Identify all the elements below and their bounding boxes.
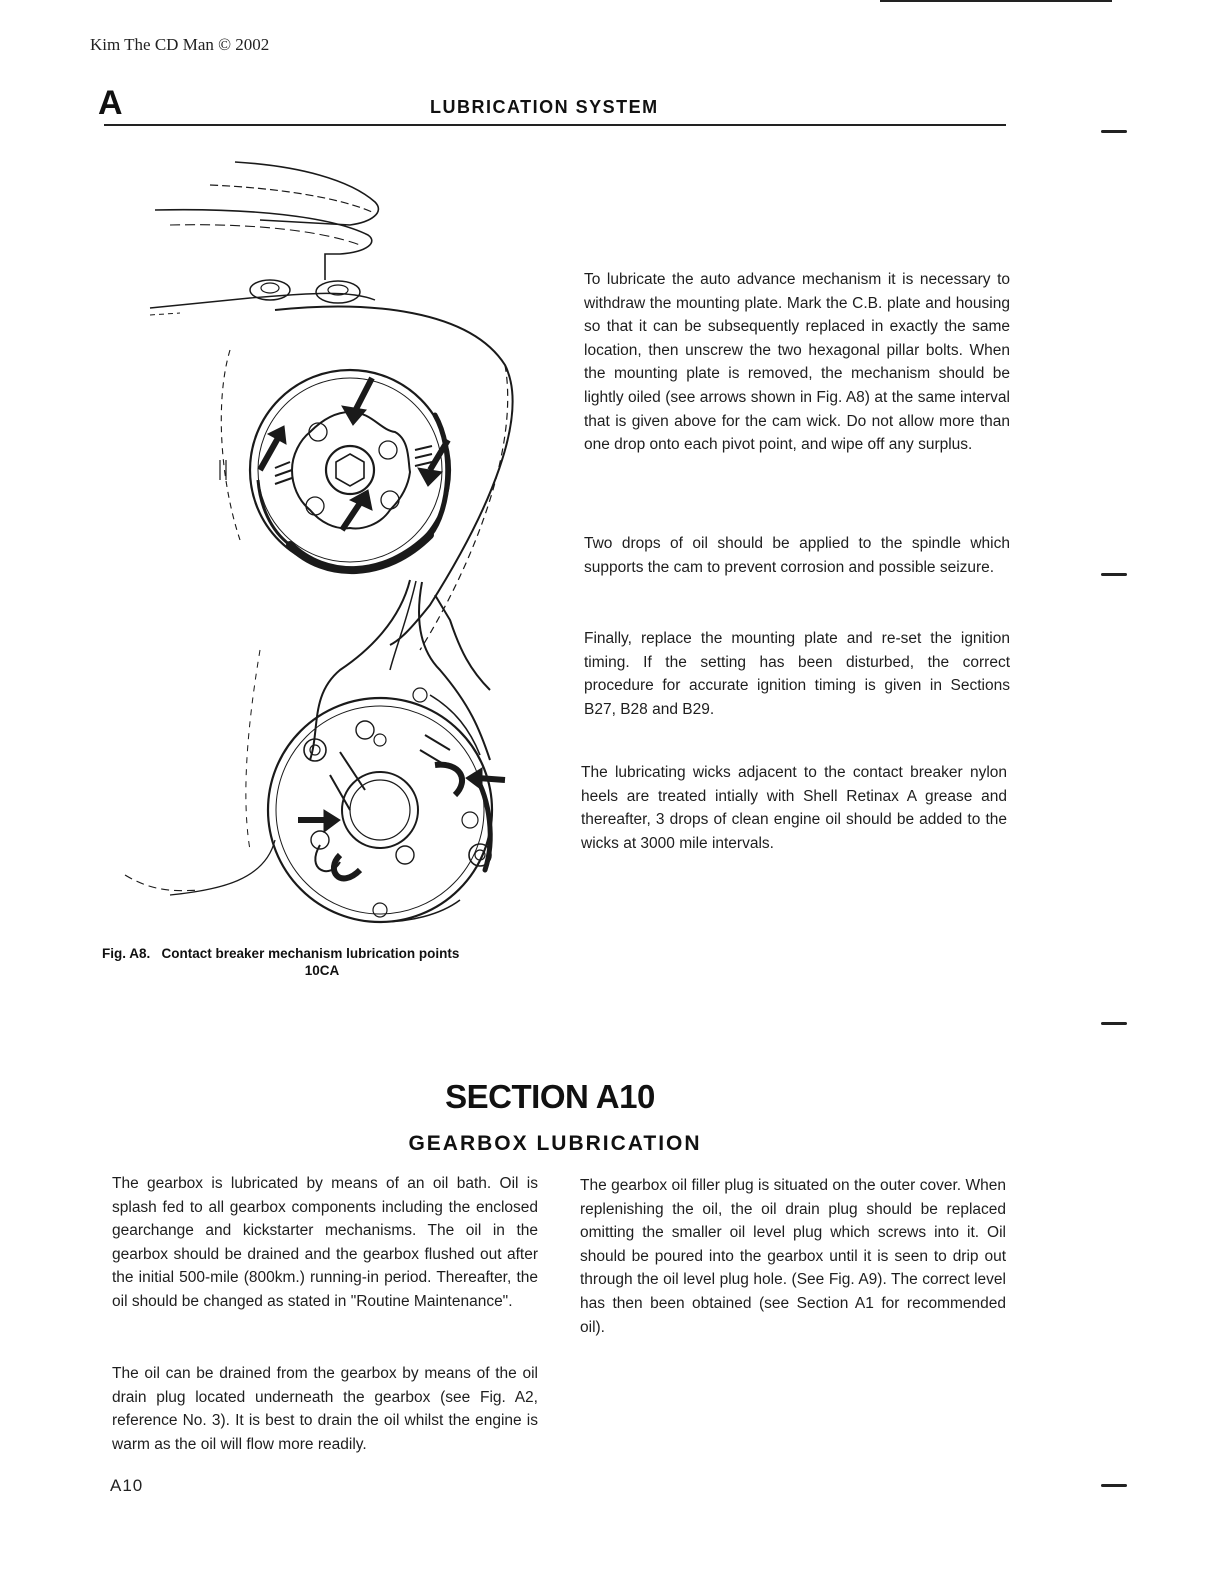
margin-mark — [1101, 1484, 1127, 1487]
lubrication-text-paragraph — [584, 532, 1010, 579]
margin-mark — [1101, 130, 1127, 133]
copyright-note: Kim The CD Man © 2002 — [90, 35, 270, 54]
section-letter: A — [98, 84, 123, 122]
paragraph: Finally, replace the mounting plate and re-set the ignition timing. If the setting has been disturbed, the correct procedure for accurate ignition timing is given in Sections B27, B28 and B29. — [584, 630, 1010, 718]
gearbox-text-paragraph — [112, 1172, 538, 1314]
lubrication-text-paragraph — [584, 268, 1010, 457]
gearbox-text-paragraph — [580, 1174, 1006, 1339]
header-rule — [104, 124, 1006, 126]
paragraph: The oil can be drained from the gearbox by means of the oil drain plug located underneath the gearbox (see Fig. A2, reference No. 3). It is best to drain the oil whilst the engine is warm as the oil will flow more readily. — [112, 1365, 538, 1453]
figure-caption-model: 10CA — [304, 963, 340, 978]
contact-breaker-illustration — [110, 150, 550, 940]
paragraph: The lubricating wicks adjacent to the contact breaker nylon heels are treated intially with Shell Retinax A grease and thereafter, 3 drops of clean engine oil should be added to the wicks at 3000 mile intervals. — [581, 764, 1007, 852]
section-title: SECTION A10 — [445, 1078, 655, 1115]
section-subtitle: GEARBOX LUBRICATION — [408, 1132, 702, 1155]
figure-caption-text: Contact breaker mechanism lubrication points — [161, 946, 460, 961]
figure-caption-label: Fig. A8. — [102, 946, 151, 961]
figure-caption — [102, 946, 542, 978]
page-number: A10 — [110, 1476, 144, 1495]
gearbox-text-paragraph — [112, 1362, 538, 1456]
lubrication-text-paragraph — [584, 627, 1010, 721]
paragraph: Two drops of oil should be applied to the spindle which supports the cam to prevent corrosion and possible seizure. — [584, 535, 1010, 576]
page-title: LUBRICATION SYSTEM — [430, 97, 659, 117]
margin-mark — [1101, 573, 1127, 576]
paragraph: The gearbox oil filler plug is situated on the outer cover. When replenishing the oil, the oil drain plug should be replaced omitting the smaller oil level plug which screws into it. Oil should be poured into the gearbox until it is seen to drip out through the oil level plug hole. (See Fig. A9). The correct level has then been obtained (see Section A1 for recommended oil). — [580, 1177, 1006, 1336]
lubrication-text-paragraph — [581, 761, 1007, 855]
paragraph: To lubricate the auto advance mechanism it is necessary to withdraw the mounting plate. Mark the C.B. plate and housing so that it can be subsequently replaced in exactly the same location, then unscrew the two hexagonal pillar bolts. When the mounting plate is removed, the mechanism should be lightly oiled (see arrows shown in Fig. A8) at the same interval that is given above for the cam wick. Do not allow more than one drop onto each pivot point, and wipe off any surplus. — [584, 271, 1010, 454]
top-edge-rule — [880, 0, 1112, 2]
margin-mark — [1101, 1022, 1127, 1025]
paragraph: The gearbox is lubricated by means of an oil bath. Oil is splash fed to all gearbox components including the enclosed gearchange and kickstarter mechanisms. The oil in the gearbox should be drained and the gearbox flushed out after the initial 500-mile (800km.) running-in period. Thereafter, the oil should be changed as stated in "Routine Maintenance". — [112, 1175, 538, 1310]
